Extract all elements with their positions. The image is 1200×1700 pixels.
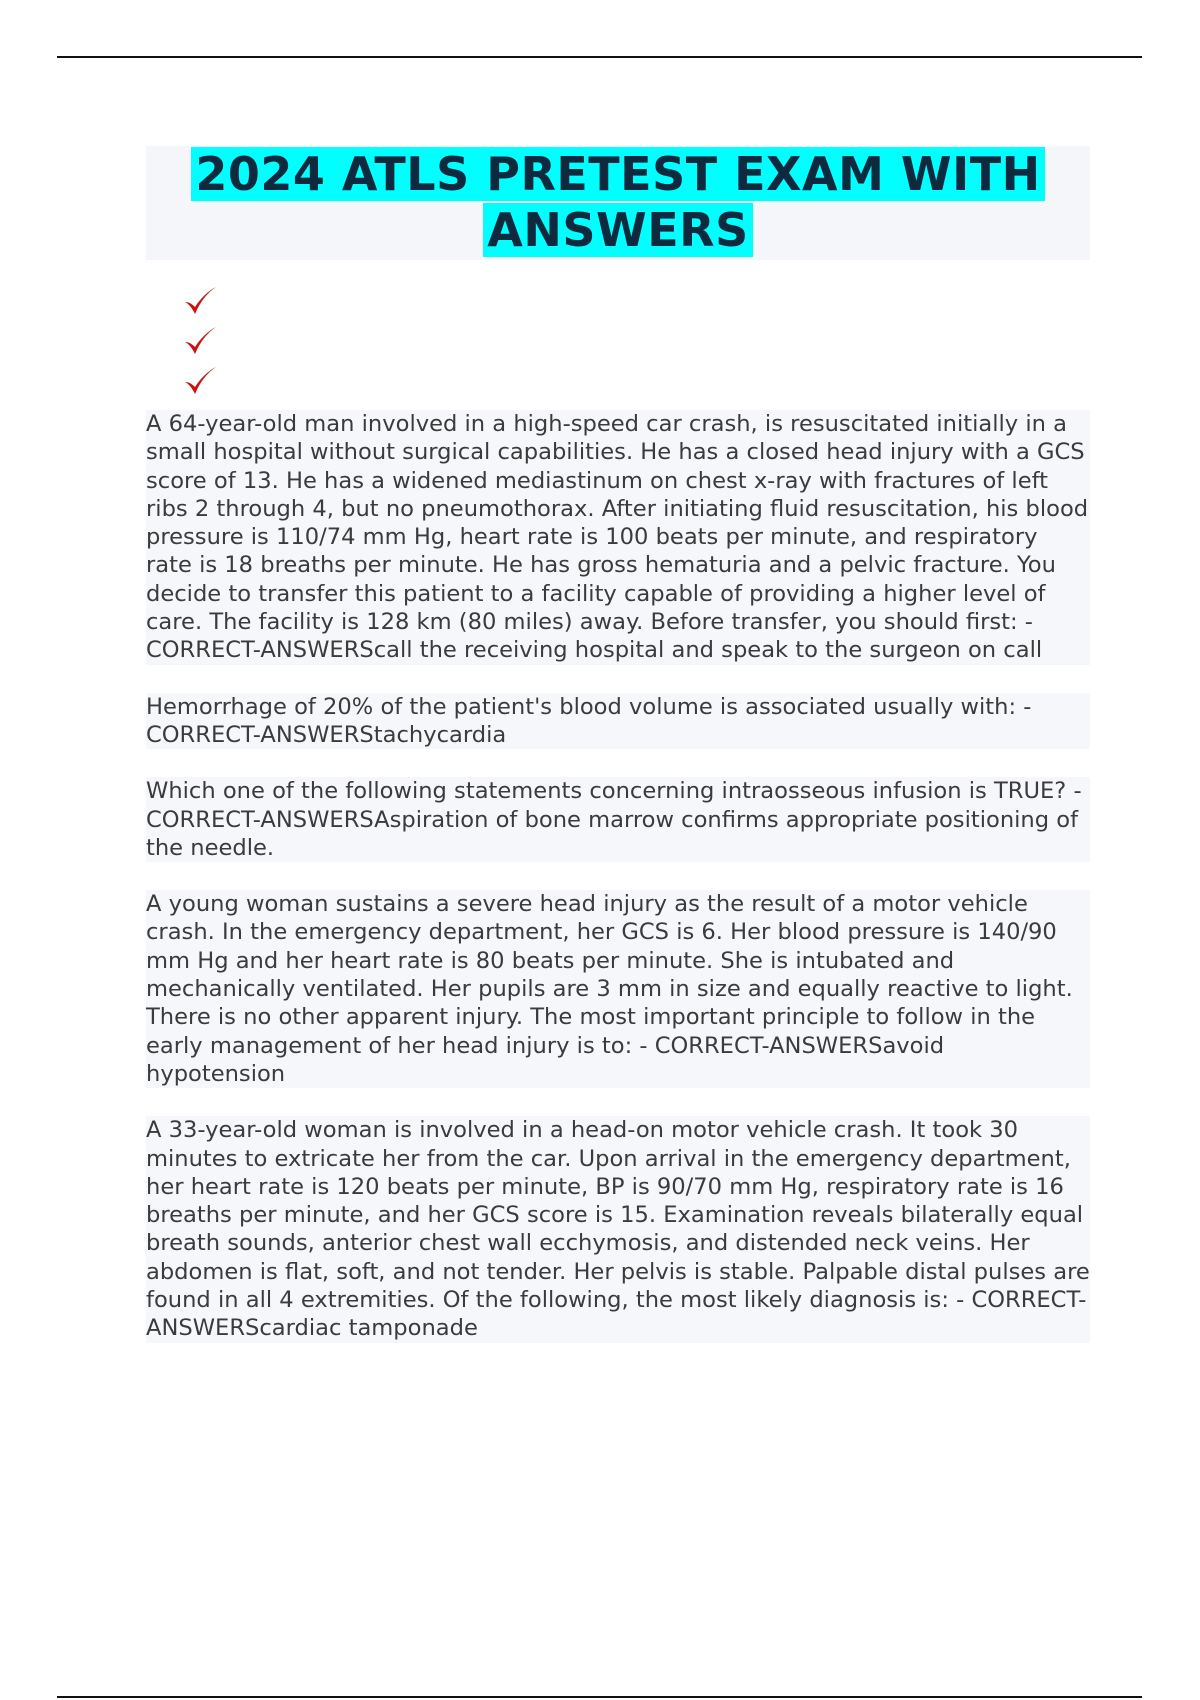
question-5: A 33-year-old woman is involved in a head-on motor vehicle crash. It took 30 minutes to extricate her from the car. Upon arrival in the emergency department, her heart rate is 120 beats per minute, BP is 90/70 mm Hg, respiratory rate is 16 breaths per minute, and her GCS score is 15. Examination reveals bilaterally equal breath sounds, anterior chest wall ecchymosis, and distended neck veins. Her abdomen is flat, soft, and not tender. Her pelvis is stable. Palpable distal pulses are found in all 4 extremities. Of the following, the most likely diagnosis is: - CORRECT-ANSWERScardiac tamponade	[146, 1117, 1090, 1342]
checkmark-icon	[182, 365, 218, 397]
checkmark-item	[182, 280, 1090, 320]
page-content	[146, 146, 1090, 1371]
checkmark-list	[182, 280, 1090, 400]
checkmark-icon	[182, 285, 218, 317]
question-4: A young woman sustains a severe head injury as the result of a motor vehicle crash. In the emergency department, her GCS is 6. Her blood pressure is 140/90 mm Hg and her heart rate is 80 beats per minute. She is intubated and mechanically ventilated. Her pupils are 3 mm in size and equally reactive to light. There is no other apparent injury. The most important principle to follow in the early management of her head injury is to: - CORRECT-ANSWERSavoid hypotension	[146, 890, 1090, 1088]
title-highlight: 2024 ATLS PRETEST EXAM WITH ANSWERS	[191, 147, 1044, 257]
checkmark-item	[182, 360, 1090, 400]
bottom-rule	[57, 1696, 1142, 1698]
top-rule	[57, 56, 1142, 58]
question-1: A 64-year-old man involved in a high-speed car crash, is resuscitated initially in a small hospital without surgical capabilities. He has a closed head injury with a GCS score of 13. He has a widened mediastinum on chest x-ray with fractures of left ribs 2 through 4, but no pneumothorax. After initiating fluid resuscitation, his blood pressure is 110/74 mm Hg, heart rate is 100 beats per minute, and respiratory rate is 18 breaths per minute. He has gross hematuria and a pelvic fracture. You decide to transfer this patient to a facility capable of providing a higher level of care. The facility is 128 km (80 miles) away. Before transfer, you should first: - CORRECT-ANSWERScall the receiving hospital and speak to the surgeon on call	[146, 411, 1089, 664]
checkmark-item	[182, 320, 1090, 360]
question-3: Which one of the following statements concerning intraosseous infusion is TRUE? - CORRECT-ANSWERSAspiration of bone marrow confirms appropriate positioning of the needle.	[146, 777, 1090, 862]
question-2: Hemorrhage of 20% of the patient's blood volume is associated usually with: - CORRECT-ANSWERStachycardia	[146, 693, 1090, 750]
checkmark-icon	[182, 325, 218, 357]
title-block	[146, 146, 1090, 260]
page-title	[146, 146, 1090, 258]
